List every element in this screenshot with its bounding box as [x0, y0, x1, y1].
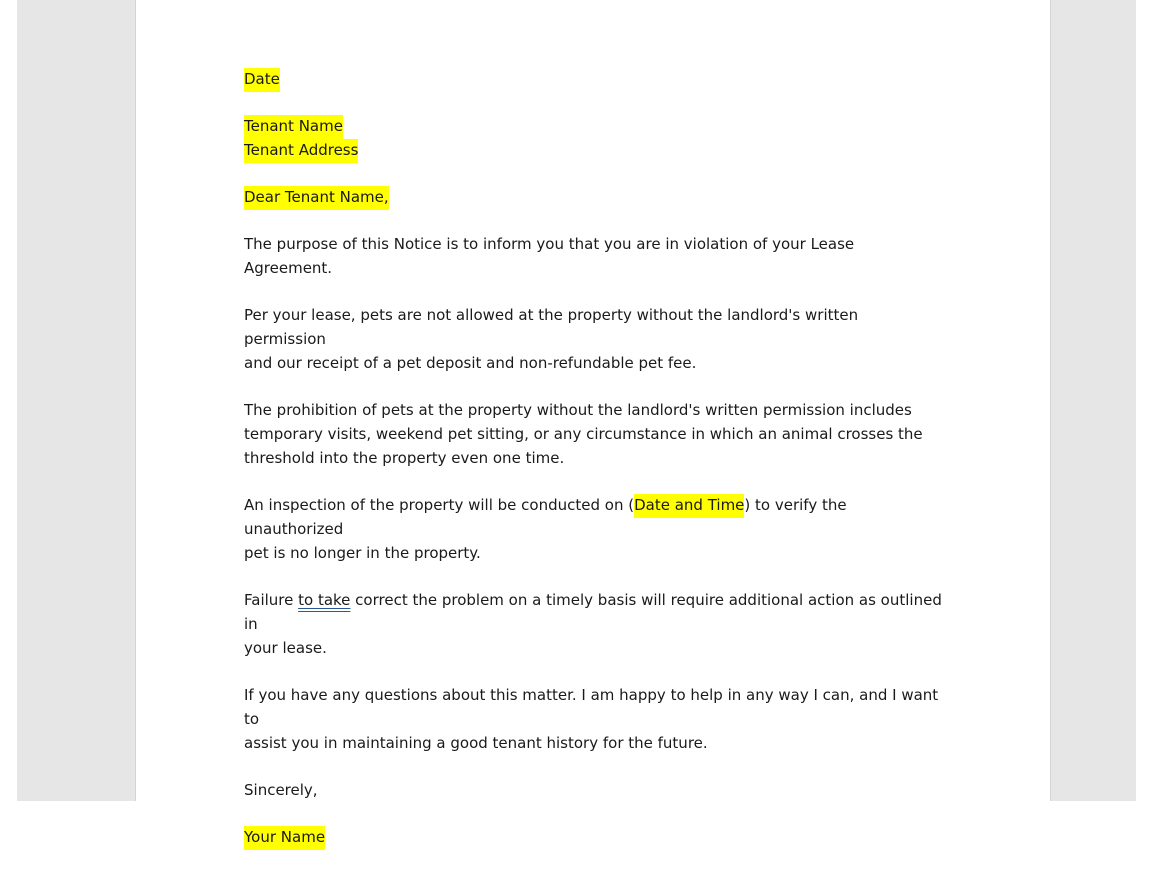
inspection-text-after: ) to verify the unauthorized [244, 496, 847, 538]
lease-terms-line-2: and our receipt of a pet deposit and non-refundable pet fee. [244, 354, 697, 372]
inspection-line-2: pet is no longer in the property. [244, 544, 481, 562]
tenant-address-placeholder: Tenant Address [244, 139, 358, 163]
grammar-flagged-text[interactable]: to take [298, 591, 351, 609]
questions-line-1: If you have any questions about this matter. I am happy to help in any way I can, and I want to [244, 686, 939, 728]
failure-line-2: your lease. [244, 639, 327, 657]
inspection-text-before: An inspection of the property will be conducted on ( [244, 496, 635, 514]
lease-terms-paragraph [244, 303, 944, 375]
questions-paragraph [244, 683, 944, 755]
salutation-paragraph [244, 185, 944, 209]
prohibition-line-2: temporary visits, weekend pet sitting, or any circumstance in which an animal crosses the [244, 425, 923, 443]
prohibition-line-1: The prohibition of pets at the property without the landlord's written permission includes [244, 401, 912, 419]
date-and-time-placeholder: Date and Time [634, 494, 744, 518]
letter-body[interactable] [244, 67, 944, 872]
failure-paragraph [244, 588, 944, 660]
inspection-paragraph [244, 493, 944, 565]
closing-paragraph [244, 778, 944, 802]
failure-text-after: correct the problem on a timely basis will require additional action as outlined in [244, 591, 942, 633]
document-page[interactable] [135, 0, 1051, 846]
document-canvas [17, 0, 1136, 846]
date-placeholder: Date [244, 68, 280, 92]
prohibition-paragraph [244, 398, 944, 470]
date-paragraph [244, 67, 944, 91]
lease-terms-line-1: Per your lease, pets are not allowed at the property without the landlord's written permission [244, 306, 859, 348]
failure-text-before: Failure [244, 591, 299, 609]
prohibition-line-3: threshold into the property even one time. [244, 449, 565, 467]
recipient-block [244, 114, 944, 162]
purpose-paragraph [244, 232, 944, 280]
signature-paragraph [244, 825, 944, 849]
questions-line-2: assist you in maintaining a good tenant history for the future. [244, 734, 708, 752]
salutation-placeholder: Dear Tenant Name, [244, 186, 389, 210]
tenant-name-placeholder: Tenant Name [244, 115, 343, 139]
purpose-text: The purpose of this Notice is to inform you that you are in violation of your Lease Agreement. [244, 235, 855, 277]
closing-text: Sincerely, [244, 781, 318, 799]
signature-placeholder: Your Name [244, 826, 325, 850]
